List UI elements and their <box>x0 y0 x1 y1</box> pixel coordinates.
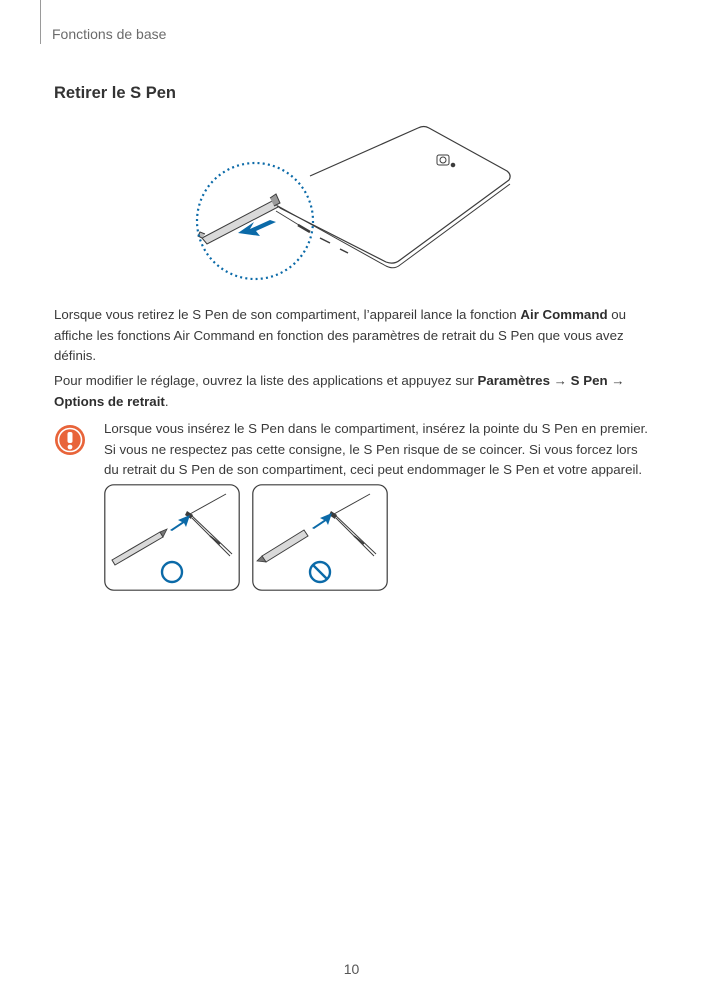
paragraph-settings-path: Pour modifier le réglage, ouvrez la liste des applications et appuyez sur Paramètres → S Pen → Options de retrait. <box>54 373 625 409</box>
incorrect-insertion-panel <box>252 484 388 591</box>
page-number: 10 <box>343 961 360 977</box>
tablet-back <box>280 127 510 264</box>
s-pen <box>198 194 280 244</box>
settings-term: Paramètres <box>477 373 550 388</box>
tablet-illustration <box>180 118 525 293</box>
camera-icon <box>437 155 455 167</box>
correct-insertion-panel <box>104 484 240 591</box>
header-rule <box>40 0 41 44</box>
paragraph-air-command: Lorsque vous retirez le S Pen de son compartiment, l’appareil lance la fonction Air Command ou affiche les fonctions Air Command en fonction des paramètres de retrait du S Pen que vous avez définis. <box>54 307 627 363</box>
spen-term: S Pen <box>570 373 608 388</box>
zoom-circle <box>197 163 313 279</box>
tablet-edge <box>278 184 510 268</box>
page-title: Retirer le S Pen <box>54 84 176 102</box>
air-command-term: Air Command <box>520 307 608 322</box>
removal-options-term: Options de retrait <box>54 393 165 409</box>
section-header: Fonctions de base <box>52 26 167 42</box>
warning-icon <box>54 424 86 456</box>
caution-text: Lorsque vous insérez le S Pen dans le compartiment, insérez la pointe du S Pen en premier. Si vous ne respectez pas cette consigne, le S Pen risque de se coincer. Si vous forcez lors du retrait du S Pen de son compartiment, ceci peut endommager le S Pen et votre appareil. <box>104 421 648 477</box>
